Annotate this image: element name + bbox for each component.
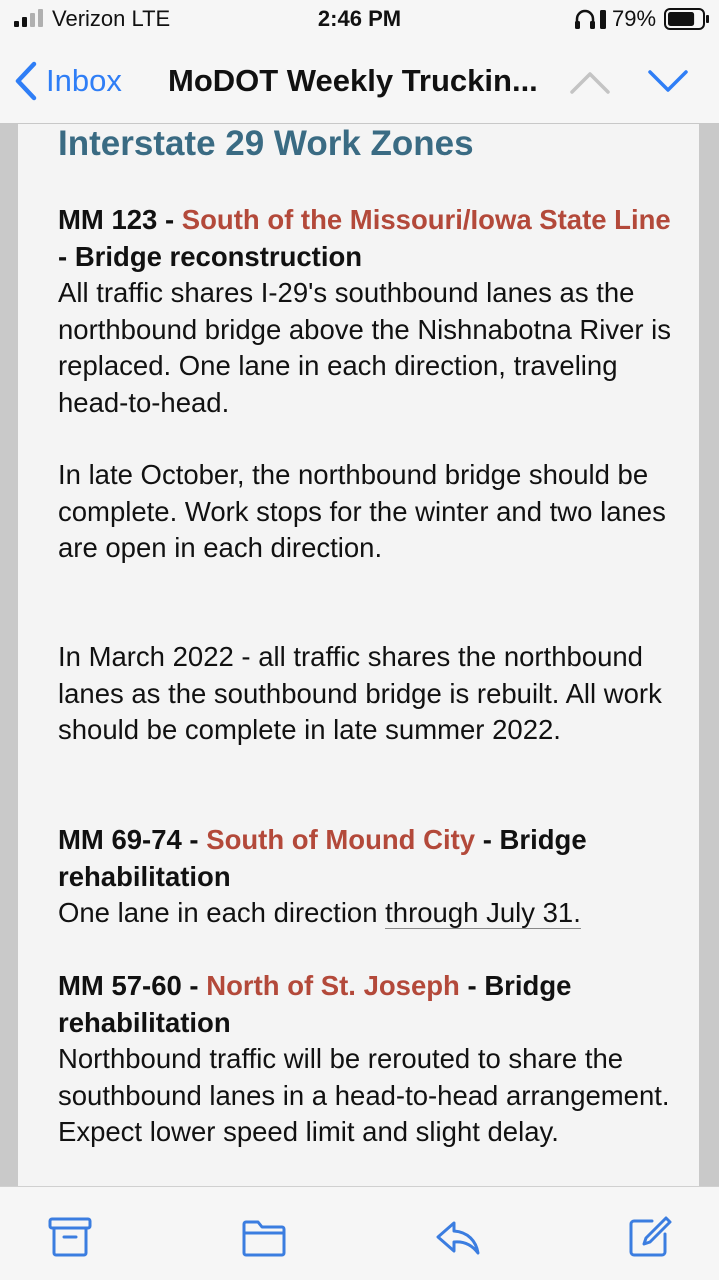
work-type: Bridge reconstruction [74,240,363,272]
work-zone-item [58,968,678,1041]
mile-marker: MM 57-60 - [58,970,207,1001]
headphones-icon [574,8,608,30]
work-type: Bridge rehabilitation [58,970,572,1038]
description-text: One lane in each direction [58,897,386,928]
clock: 2:46 PM [317,6,402,31]
chevron-down-icon[interactable] [644,64,692,100]
date-link[interactable]: through July 31. [385,897,581,928]
bottom-toolbar [0,1186,719,1280]
compose-icon[interactable] [626,1215,674,1259]
location-link[interactable]: South of Mound City [206,824,476,855]
item-paragraph: All traffic shares I-29's southbound lanes as the northbound bridge above the Nishnabotna River is replaced. One lane in each direction, traveling head-to-head. [58,277,672,418]
nav-bar [0,40,719,124]
email-body[interactable] [18,124,699,1186]
reply-icon[interactable] [434,1215,482,1259]
work-zone-item [58,822,678,895]
left-gutter [0,124,18,1186]
item-description [58,895,678,932]
work-type: Bridge rehabilitation [58,824,587,892]
separator: - [459,970,485,1001]
separator: - [58,240,75,272]
item-paragraph: In March 2022 - all traffic shares the northbound lanes as the southbound bridge is rebuilt. All work should be complete in late summer 2022. [58,641,662,745]
location-link[interactable]: South of the Missouri/Iowa State Line [181,204,671,235]
email-subject-title: MoDOT Weekly Truckin... [168,63,538,98]
chevron-left-icon[interactable] [14,61,38,101]
chevron-up-icon[interactable] [566,64,614,100]
mile-marker: MM 123 - [58,204,182,235]
folder-icon[interactable] [240,1215,288,1259]
separator: - [475,824,500,855]
archive-icon[interactable] [46,1215,94,1259]
item-paragraph: In late October, the northbound bridge should be complete. Work stops for the winter and two lanes are open in each direction. [58,459,666,563]
back-label[interactable]: Inbox [46,63,122,98]
battery-percent: 79% [612,6,657,31]
section-heading: Interstate 29 Work Zones [58,124,474,163]
back-button[interactable] [14,56,122,106]
right-gutter [699,124,719,1186]
location-link[interactable]: North of St. Joseph [206,970,460,1001]
carrier-label: Verizon LTE [52,6,171,31]
battery-icon [664,8,710,30]
item-description: Northbound traffic will be rerouted to share the southbound lanes in a head-to-head arrangement. Expect lower speed limit and slight delay. [58,1043,670,1147]
status-bar [0,0,719,40]
mile-marker: MM 69-74 - [58,824,207,855]
work-zone-item [58,202,678,275]
